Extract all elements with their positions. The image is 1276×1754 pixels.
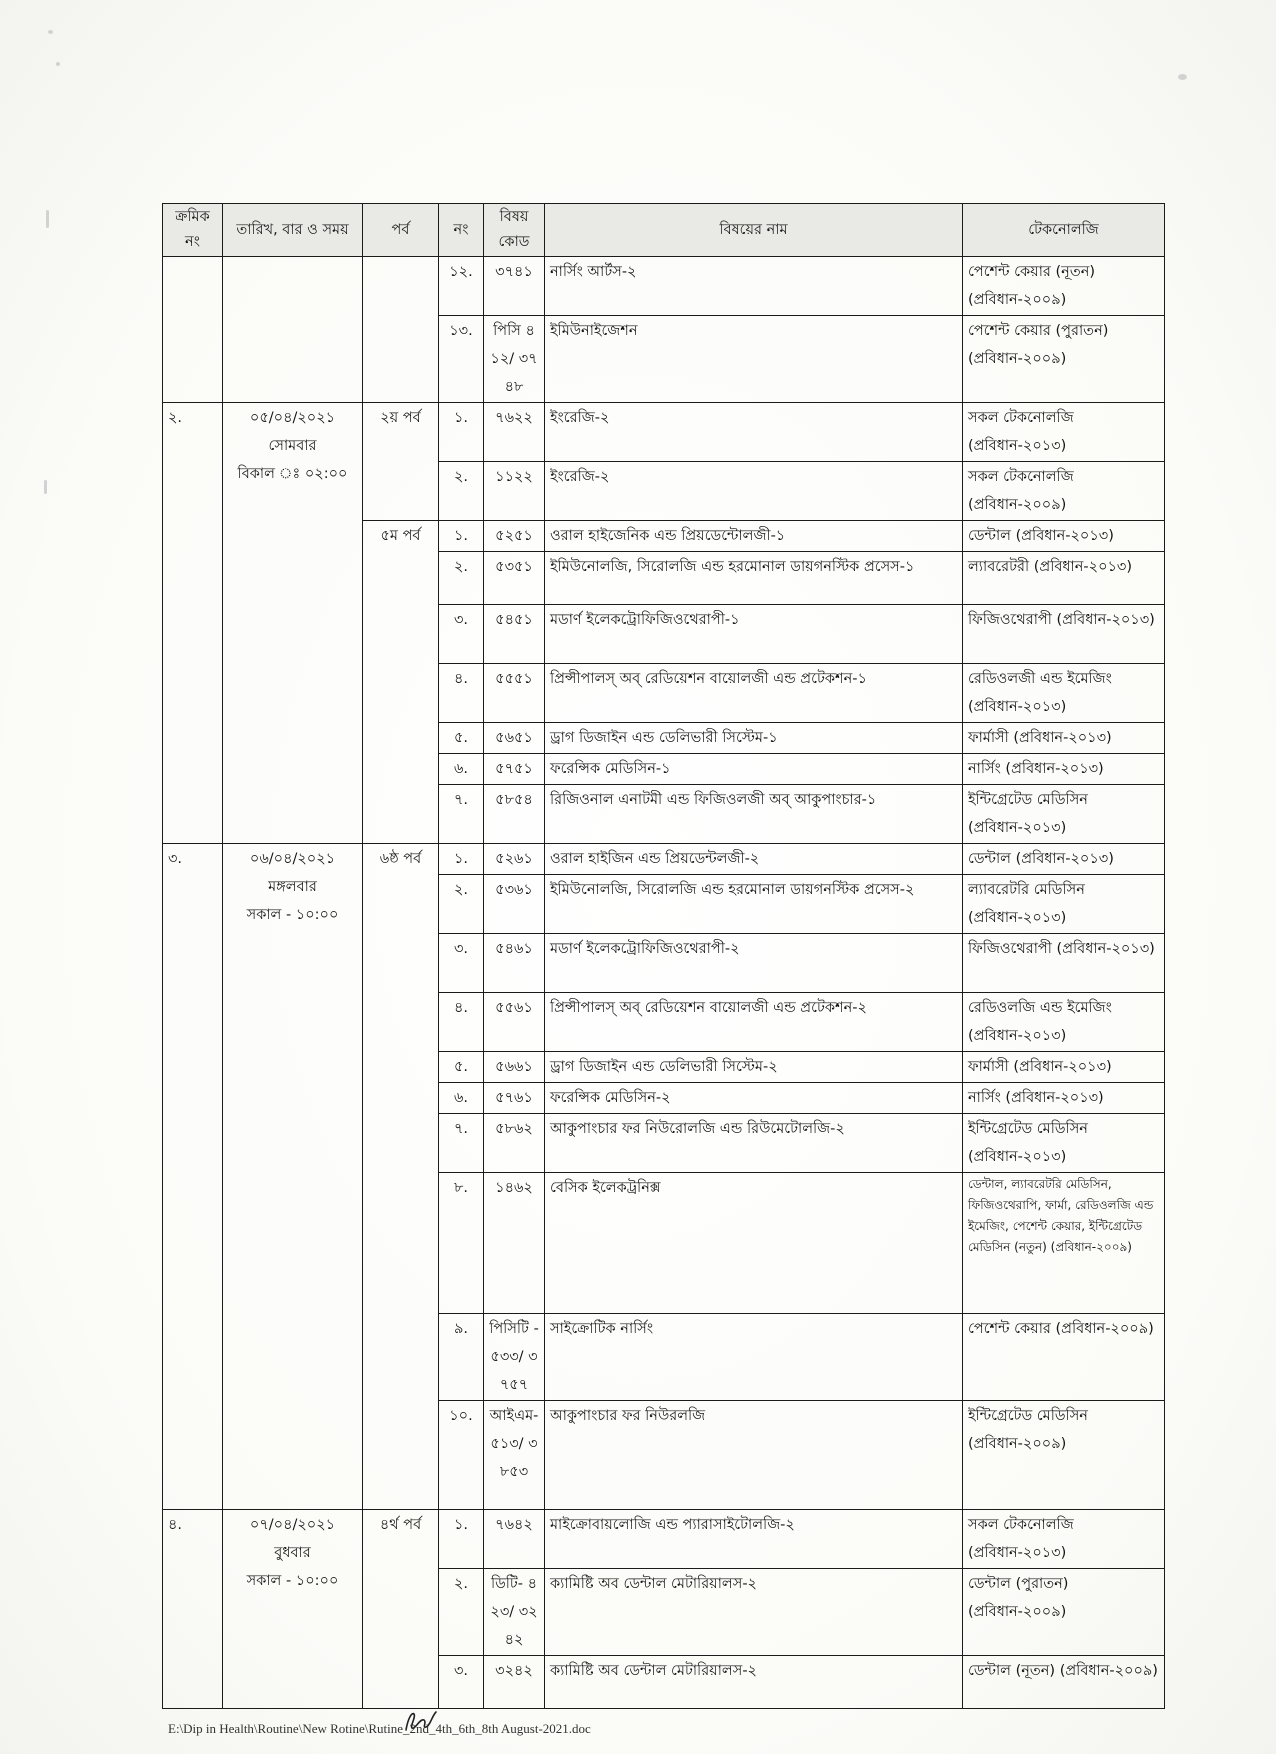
technology: সকল টেকনোলজি (প্রবিধান-২০১৩) <box>963 1510 1165 1569</box>
technology: ডেন্টাল (প্রবিধান-২০১৩) <box>963 521 1165 552</box>
header-code: বিষয় কোড <box>484 204 545 257</box>
row-number: ৮. <box>439 1173 484 1314</box>
subject-code: ৫২৬১ <box>484 844 545 875</box>
table-row <box>163 844 1165 875</box>
technology: ল্যাবরেটরী (প্রবিধান-২০১৩) <box>963 552 1165 605</box>
technology: ফিজিওথেরাপী (প্রবিধান-২০১৩) <box>963 934 1165 993</box>
technology: ফার্মাসী (প্রবিধান-২০১৩) <box>963 723 1165 754</box>
subject-name: ক্যামিষ্টি অব ডেন্টাল মেটারিয়ালস-২ <box>545 1656 963 1709</box>
subject-code: ১১২২ <box>484 462 545 521</box>
subject-name: ফরেন্সিক মেডিসিন-২ <box>545 1083 963 1114</box>
row-number: ৯. <box>439 1314 484 1401</box>
row-number: ১. <box>439 521 484 552</box>
row-number: ৫. <box>439 723 484 754</box>
header-subject: বিষয়ের নাম <box>545 204 963 257</box>
technology: ডেন্টাল, ল্যাবরেটরি মেডিসিন, ফিজিওথেরাপি, ফার্মা, রেডিওলজি এন্ড ইমেজিং, পেশেন্ট কেয়ার, ইন্টিগ্রেটেড মেডিসিন (নতুন) (প্রবিধান-২০০৯) <box>963 1173 1165 1314</box>
row-number: ১. <box>439 844 484 875</box>
technology: ফিজিওথেরাপী (প্রবিধান-২০১৩) <box>963 605 1165 664</box>
subject-name: ড্রাগ ডিজাইন এন্ড ডেলিভারী সিস্টেম-১ <box>545 723 963 754</box>
technology: ডেন্টাল (নূতন) (প্রবিধান-২০০৯) <box>963 1656 1165 1709</box>
subject-code: ৫৭৫১ <box>484 754 545 785</box>
subject-code: পিসি ৪১২/ ৩৭৪৮ <box>484 316 545 403</box>
exam-time: বিকাল ঃ ০২:০০ <box>237 466 348 482</box>
table-row <box>163 257 1165 316</box>
scan-speck <box>44 480 47 494</box>
subject-name: প্রিন্সীপালস্ অব্ রেডিয়েশন বায়োলজী এন্ড প্রটেকশন-২ <box>545 993 963 1052</box>
subject-name: ইংরেজি-২ <box>545 462 963 521</box>
subject-code: ৫৩৬১ <box>484 875 545 934</box>
technology: ইন্টিগ্রেটেড মেডিসিন (প্রবিধান-২০১৩) <box>963 785 1165 844</box>
subject-code: ৫৮৬২ <box>484 1114 545 1173</box>
exam-date: ০৫/০৪/২০২১ <box>249 410 336 426</box>
semester-cell <box>363 257 439 403</box>
subject-code: ৫৫৫১ <box>484 664 545 723</box>
technology: সকল টেকনোলজি (প্রবিধান-২০০৯) <box>963 462 1165 521</box>
semester-cell: ২য় পর্ব <box>363 403 439 521</box>
table-row <box>163 1510 1165 1569</box>
subject-code: ৩৭৪১ <box>484 257 545 316</box>
row-number: ৪. <box>439 664 484 723</box>
technology: ডেন্টাল (প্রবিধান-২০১৩) <box>963 844 1165 875</box>
subject-code: ৭৬২২ <box>484 403 545 462</box>
exam-day: মঙ্গলবার <box>268 879 317 895</box>
technology: নার্সিং (প্রবিধান-২০১৩) <box>963 1083 1165 1114</box>
subject-code: ৩২৪২ <box>484 1656 545 1709</box>
subject-name: বেসিক ইলেকট্রনিক্স <box>545 1173 963 1314</box>
subject-code: ৫৭৬১ <box>484 1083 545 1114</box>
semester-cell: ৬ষ্ঠ পর্ব <box>363 844 439 1510</box>
header-no: নং <box>439 204 484 257</box>
technology: ইন্টিগ্রেটেড মেডিসিন (প্রবিধান-২০১৩) <box>963 1114 1165 1173</box>
row-number: ৭. <box>439 785 484 844</box>
row-number: ২. <box>439 1569 484 1656</box>
subject-name: ইমিউনোলজি, সিরোলজি এন্ড হরমোনাল ডায়গনস্টিক প্রসেস-১ <box>545 552 963 605</box>
subject-code: ৫২৫১ <box>484 521 545 552</box>
technology: পেশেন্ট কেয়ার (প্রবিধান-২০০৯) <box>963 1314 1165 1401</box>
subject-code: পিসিটি -৫৩৩/ ৩৭৫৭ <box>484 1314 545 1401</box>
subject-code: ৫৬৬১ <box>484 1052 545 1083</box>
serial-cell: ৪. <box>163 1510 223 1709</box>
row-number: ১০. <box>439 1401 484 1510</box>
row-number: ৩. <box>439 934 484 993</box>
subject-name: মডার্ণ ইলেকট্রোফিজিওথেরাপী-২ <box>545 934 963 993</box>
date-cell <box>223 403 363 844</box>
technology: ল্যাবরেটরি মেডিসিন (প্রবিধান-২০১৩) <box>963 875 1165 934</box>
subject-name: ইমিউনাইজেশন <box>545 316 963 403</box>
serial-cell <box>163 257 223 403</box>
date-cell <box>223 1510 363 1709</box>
subject-name: ইংরেজি-২ <box>545 403 963 462</box>
subject-name: ওরাল হাইজেনিক এন্ড প্রিয়ডেন্টোলজী-১ <box>545 521 963 552</box>
row-number: ১৩. <box>439 316 484 403</box>
header-semester: পর্ব <box>363 204 439 257</box>
subject-name: আকুপাংচার ফর নিউরলজি <box>545 1401 963 1510</box>
row-number: ২. <box>439 875 484 934</box>
technology: ইন্টিগ্রেটেড মেডিসিন (প্রবিধান-২০০৯) <box>963 1401 1165 1510</box>
subject-code: ৫৪৬১ <box>484 934 545 993</box>
scan-speck <box>48 30 53 34</box>
document-file-path: E:\Dip in Health\Routine\New Rotine\Rutine_2nd_4th_6th_8th August-2021.doc <box>168 1721 591 1736</box>
row-number: ৩. <box>439 1656 484 1709</box>
technology: নার্সিং (প্রবিধান-২০১৩) <box>963 754 1165 785</box>
technology: ডেন্টাল (পুরাতন) (প্রবিধান-২০০৯) <box>963 1569 1165 1656</box>
row-number: ১. <box>439 1510 484 1569</box>
row-number: ৬. <box>439 1083 484 1114</box>
exam-date: ০৭/০৪/২০২১ <box>249 1517 336 1533</box>
subject-code: আইএম- ৫১৩/ ৩৮৫৩ <box>484 1401 545 1510</box>
subject-code: ৫৫৬১ <box>484 993 545 1052</box>
subject-code: ডিটি- ৪২৩/ ৩২৪২ <box>484 1569 545 1656</box>
subject-name: ফরেন্সিক মেডিসিন-১ <box>545 754 963 785</box>
scan-speck <box>1178 74 1187 80</box>
subject-code: ১৪৬২ <box>484 1173 545 1314</box>
row-number: ৩. <box>439 605 484 664</box>
subject-name: নার্সিং আর্টস-২ <box>545 257 963 316</box>
header-technology: টেকনোলজি <box>963 204 1165 257</box>
subject-name: আকুপাংচার ফর নিউরোলজি এন্ড রিউমেটোলজি-২ <box>545 1114 963 1173</box>
technology: পেশেন্ট কেয়ার (নূতন) (প্রবিধান-২০০৯) <box>963 257 1165 316</box>
subject-name: ইমিউনোলজি, সিরোলজি এন্ড হরমোনাল ডায়গনস্টিক প্রসেস-২ <box>545 875 963 934</box>
subject-code: ৫৩৫১ <box>484 552 545 605</box>
subject-name: ড্রাগ ডিজাইন এন্ড ডেলিভারী সিস্টেম-২ <box>545 1052 963 1083</box>
exam-day: বুধবার <box>274 1545 311 1561</box>
technology: রেডিওলজি এন্ড ইমেজিং (প্রবিধান-২০১৩) <box>963 993 1165 1052</box>
subject-name: ক্যামিষ্টি অব ডেন্টাল মেটারিয়ালস-২ <box>545 1569 963 1656</box>
row-number: ৬. <box>439 754 484 785</box>
subject-code: ৫৬৫১ <box>484 723 545 754</box>
header-serial: ক্রমিক নং <box>163 204 223 257</box>
subject-name: সাইক্রোটিক নার্সিং <box>545 1314 963 1401</box>
exam-date: ০৬/০৪/২০২১ <box>249 851 336 867</box>
table-row <box>163 403 1165 462</box>
date-cell <box>223 844 363 1510</box>
header-date: তারিখ, বার ও সময় <box>223 204 363 257</box>
scan-speck <box>46 210 49 228</box>
semester-cell: ৪র্থ পর্ব <box>363 1510 439 1709</box>
serial-cell: ৩. <box>163 844 223 1510</box>
exam-day: সোমবার <box>268 438 317 454</box>
technology: রেডিওলজী এন্ড ইমেজিং (প্রবিধান-২০১৩) <box>963 664 1165 723</box>
exam-routine-table <box>162 203 1165 1709</box>
row-number: ৪. <box>439 993 484 1052</box>
subject-code: ৫৪৫১ <box>484 605 545 664</box>
subject-name: মডার্ণ ইলেকট্রোফিজিওথেরাপী-১ <box>545 605 963 664</box>
semester-cell: ৫ম পর্ব <box>363 521 439 844</box>
technology: ফার্মাসী (প্রবিধান-২০১৩) <box>963 1052 1165 1083</box>
header-row <box>163 204 1165 257</box>
subject-name: রিজিওনাল এনাটমী এন্ড ফিজিওলজী অব্ আকুপাংচার-১ <box>545 785 963 844</box>
subject-code: ৭৬৪২ <box>484 1510 545 1569</box>
subject-name: ওরাল হাইজিন এন্ড প্রিয়ডেন্টলজী-২ <box>545 844 963 875</box>
technology: সকল টেকনোলজি (প্রবিধান-২০১৩) <box>963 403 1165 462</box>
row-number: ২. <box>439 462 484 521</box>
row-number: ১২. <box>439 257 484 316</box>
row-number: ২. <box>439 552 484 605</box>
technology: পেশেন্ট কেয়ার (পুরাতন) (প্রবিধান-২০০৯) <box>963 316 1165 403</box>
scan-speck <box>56 62 60 66</box>
date-cell <box>223 257 363 403</box>
row-number: ১. <box>439 403 484 462</box>
subject-name: মাইক্রোবায়লোজি এন্ড প্যারাসাইটোলজি-২ <box>545 1510 963 1569</box>
exam-time: সকাল - ১০:০০ <box>246 907 339 923</box>
subject-code: ৫৮৫৪ <box>484 785 545 844</box>
serial-cell: ২. <box>163 403 223 844</box>
subject-name: প্রিন্সীপালস্ অব্ রেডিয়েশন বায়োলজী এন্ড প্রটেকশন-১ <box>545 664 963 723</box>
row-number: ৭. <box>439 1114 484 1173</box>
row-number: ৫. <box>439 1052 484 1083</box>
exam-time: সকাল - ১০:০০ <box>246 1573 339 1589</box>
